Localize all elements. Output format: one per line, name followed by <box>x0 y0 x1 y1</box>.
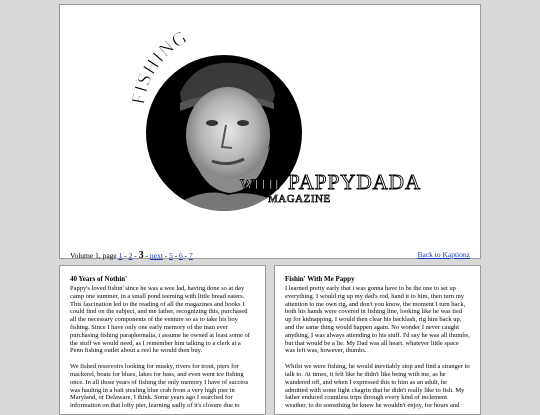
page-separator: - <box>172 251 180 260</box>
article-paragraph: We fished reservoirs looking for musky, rivers for trout, piers for mackerel, boats for blues, lakes for bass, and even went ice fishing once. In all those years of fishing the only memory I have of success was hauling in a bait stealing blue crab from a very high pier in Maryland, or Delaware, I think. Some years ago I searched for information on that lofty pier, learning sadly of it's closure due to <box>70 363 249 410</box>
article-paragraph: I learned pretty early that i was gonna have to be the one to set up everything. I would rig up my dad's rod, hand it to him, then turn my attention to me own rig, and don't you know, the moment I turn back, both his hands were covered in fishing line, looking like he was tied up for kidnapping. I would then clear his backlash, rig him back up, and the same thing would happen again. No wonder I never caught anything, I was always attending to his stuff. I'd say he was all thumbs, but that would be a lie. My Dad was all heart. whatever little space was left was, however, thumbs. <box>285 285 470 355</box>
logo-word-magazine: MAGAZINE <box>268 193 331 205</box>
page-separator: - <box>182 251 190 260</box>
logo-word-fishing: FISHING <box>128 26 192 106</box>
magazine-logo <box>60 5 480 240</box>
article-column-right <box>274 265 481 415</box>
back-to-kaptionz-link[interactable]: Back to Kaptionz <box>417 250 470 259</box>
page-separator: - <box>132 251 139 260</box>
page-link-next[interactable]: next <box>149 251 163 260</box>
page-separator: - <box>143 251 150 260</box>
article-paragraph: Whilst we were fishing, he would inevitably stop and find a stranger to talk to. At times, it felt like he didn't like being with me, as he wandered off, and when I expressed this to him as an adult, he admitted with some light chagrin that he didn't really like to fish. My father endured countless trips through every kind of inclement weather, to do something he knew he wouldn't enjoy, for hours and <box>285 363 470 410</box>
logo-word-with: WITH <box>240 177 280 193</box>
page-separator: - <box>122 251 129 260</box>
logo-word-pappydada: PAPPYDADA <box>288 170 422 194</box>
article-title: Fishin' With Me Pappy <box>285 275 355 283</box>
article-title: 40 Years of Nothin' <box>70 275 128 283</box>
page-link-5[interactable]: 5 <box>169 251 173 260</box>
article-paragraph: Pappy's loved fishin' since he was a wee lad, having done so at day camp one summer, in a small pond teeming with little bread eaters. This fascination led to the reading of all the magazines and books I could find on the subject, and me father, recognizing this, purchased all the necessary components of the venture so as to take his boy fishing. Since I have only one early memory of the man ever purchasing fishing paraphernalia, i assume he owned at least some of the stuff we would need, as I remember him talking to a clerk at a Penn fishing outlet about a reel he would then buy. <box>70 285 250 355</box>
page-link-6[interactable]: 6 <box>179 251 183 260</box>
masthead-panel <box>59 4 481 259</box>
page-separator: - <box>162 251 170 260</box>
page-navigation <box>70 250 193 261</box>
volume-label: Volume 1, page <box>70 251 117 260</box>
page-link-1[interactable]: 1 <box>118 251 123 260</box>
current-page: 3 <box>138 250 144 261</box>
article-column-left <box>59 265 266 415</box>
page-link-2[interactable]: 2 <box>128 251 133 260</box>
page-link-7[interactable]: 7 <box>189 251 193 260</box>
